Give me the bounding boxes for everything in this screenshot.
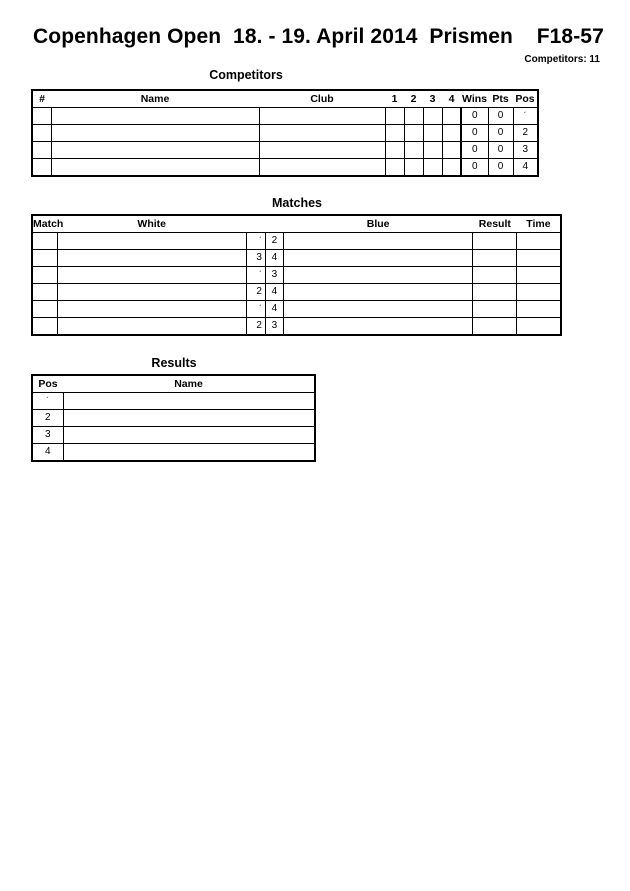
competitor-row (32, 142, 538, 159)
white-name (57, 267, 246, 284)
match-number (32, 250, 57, 267)
results-table (31, 374, 316, 462)
white-seed: ´ (246, 267, 265, 284)
round-1-cell (385, 108, 404, 125)
competitor-number (32, 108, 51, 125)
round-1-cell (385, 125, 404, 142)
competitor-name (51, 108, 259, 125)
white-seed: ´ (246, 233, 265, 250)
result-pos: 4 (32, 444, 63, 462)
competitor-row (32, 108, 538, 125)
white-name (57, 284, 246, 301)
white-seed: 2 (246, 318, 265, 336)
wins-cell: 0 (461, 108, 488, 125)
result-name (63, 410, 315, 427)
pts-cell: 0 (488, 159, 513, 177)
competitor-number (32, 125, 51, 142)
result-name (63, 444, 315, 462)
white-name (57, 250, 246, 267)
result-pos: 3 (32, 427, 63, 444)
competitor-club (259, 142, 385, 159)
col-header-pos: Pos (32, 375, 63, 393)
results-section-title: Results (151, 356, 197, 370)
result-pos: ´ (32, 393, 63, 410)
match-time (517, 318, 561, 336)
result-name (63, 427, 315, 444)
match-row (32, 284, 561, 301)
match-time (517, 301, 561, 318)
match-result (473, 267, 517, 284)
competitors-section-title: Competitors (209, 68, 283, 82)
match-row (32, 318, 561, 336)
page-title: Copenhagen Open 18. - 19. April 2014 Prismen F18-57 (33, 25, 604, 48)
col-header-round-1: 1 (385, 90, 404, 108)
match-result (473, 233, 517, 250)
competitor-club (259, 159, 385, 177)
match-number (32, 267, 57, 284)
match-row (32, 267, 561, 284)
match-time (517, 250, 561, 267)
match-row (32, 301, 561, 318)
result-pos: 2 (32, 410, 63, 427)
wins-cell: 0 (461, 142, 488, 159)
pts-cell: 0 (488, 125, 513, 142)
round-4-cell (442, 159, 461, 177)
round-4-cell (442, 108, 461, 125)
col-header-blue: Blue (283, 215, 472, 233)
col-header-wins: Wins (461, 90, 488, 108)
blue-name (283, 250, 472, 267)
white-name (57, 318, 246, 336)
competitors-header-row (32, 90, 538, 108)
match-time (517, 233, 561, 250)
col-header-white: White (57, 215, 246, 233)
col-header-club: Club (259, 90, 385, 108)
white-seed: 3 (246, 250, 265, 267)
match-result (473, 301, 517, 318)
blue-seed: 3 (265, 267, 283, 284)
pos-cell: 2 (513, 125, 538, 142)
result-row (32, 444, 315, 462)
col-header-number: # (32, 90, 51, 108)
blue-seed: 4 (265, 301, 283, 318)
col-header-match: Match (32, 215, 57, 233)
pts-cell: 0 (488, 142, 513, 159)
white-name (57, 301, 246, 318)
competitors-table (31, 89, 539, 177)
col-header-pts: Pts (488, 90, 513, 108)
match-number (32, 318, 57, 336)
round-4-cell (442, 125, 461, 142)
col-header-pos: Pos (513, 90, 538, 108)
competitor-name (51, 125, 259, 142)
round-2-cell (404, 142, 423, 159)
blue-name (283, 267, 472, 284)
col-header-round-2: 2 (404, 90, 423, 108)
white-seed: 2 (246, 284, 265, 301)
matches-header-row (32, 215, 561, 233)
pts-cell: 0 (488, 108, 513, 125)
match-number (32, 301, 57, 318)
round-1-cell (385, 159, 404, 177)
result-row (32, 410, 315, 427)
round-3-cell (423, 108, 442, 125)
matches-table (31, 214, 562, 336)
competitor-number (32, 142, 51, 159)
blue-seed: 4 (265, 250, 283, 267)
competitor-name (51, 159, 259, 177)
round-2-cell (404, 125, 423, 142)
round-4-cell (442, 142, 461, 159)
wins-cell: 0 (461, 125, 488, 142)
match-number (32, 284, 57, 301)
col-header-name: Name (63, 375, 315, 393)
result-row (32, 427, 315, 444)
match-result (473, 318, 517, 336)
match-row (32, 250, 561, 267)
match-result (473, 284, 517, 301)
round-3-cell (423, 159, 442, 177)
col-header-round-3: 3 (423, 90, 442, 108)
round-1-cell (385, 142, 404, 159)
result-name (63, 393, 315, 410)
round-3-cell (423, 142, 442, 159)
col-header-time: Time (517, 215, 561, 233)
results-header-row (32, 375, 315, 393)
blue-name (283, 233, 472, 250)
col-header-name: Name (51, 90, 259, 108)
match-row (32, 233, 561, 250)
pos-cell: 4 (513, 159, 538, 177)
wins-cell: 0 (461, 159, 488, 177)
match-result (473, 250, 517, 267)
competitor-club (259, 125, 385, 142)
round-2-cell (404, 108, 423, 125)
col-header-round-4: 4 (442, 90, 461, 108)
blue-name (283, 301, 472, 318)
match-time (517, 267, 561, 284)
pos-cell: ´ (513, 108, 538, 125)
competitor-club (259, 108, 385, 125)
match-number (32, 233, 57, 250)
blue-seed: 4 (265, 284, 283, 301)
matches-section-title: Matches (271, 196, 323, 210)
competitor-name (51, 142, 259, 159)
blue-seed: 2 (265, 233, 283, 250)
competitor-row (32, 159, 538, 177)
col-header-result: Result (473, 215, 517, 233)
white-seed: ´ (246, 301, 265, 318)
competitors-count: Competitors: 11 (524, 54, 600, 65)
round-3-cell (423, 125, 442, 142)
blue-seed: 3 (265, 318, 283, 336)
result-row (32, 393, 315, 410)
pos-cell: 3 (513, 142, 538, 159)
white-name (57, 233, 246, 250)
match-time (517, 284, 561, 301)
blue-name (283, 284, 472, 301)
blue-name (283, 318, 472, 336)
round-2-cell (404, 159, 423, 177)
competitor-row (32, 125, 538, 142)
competitor-number (32, 159, 51, 177)
